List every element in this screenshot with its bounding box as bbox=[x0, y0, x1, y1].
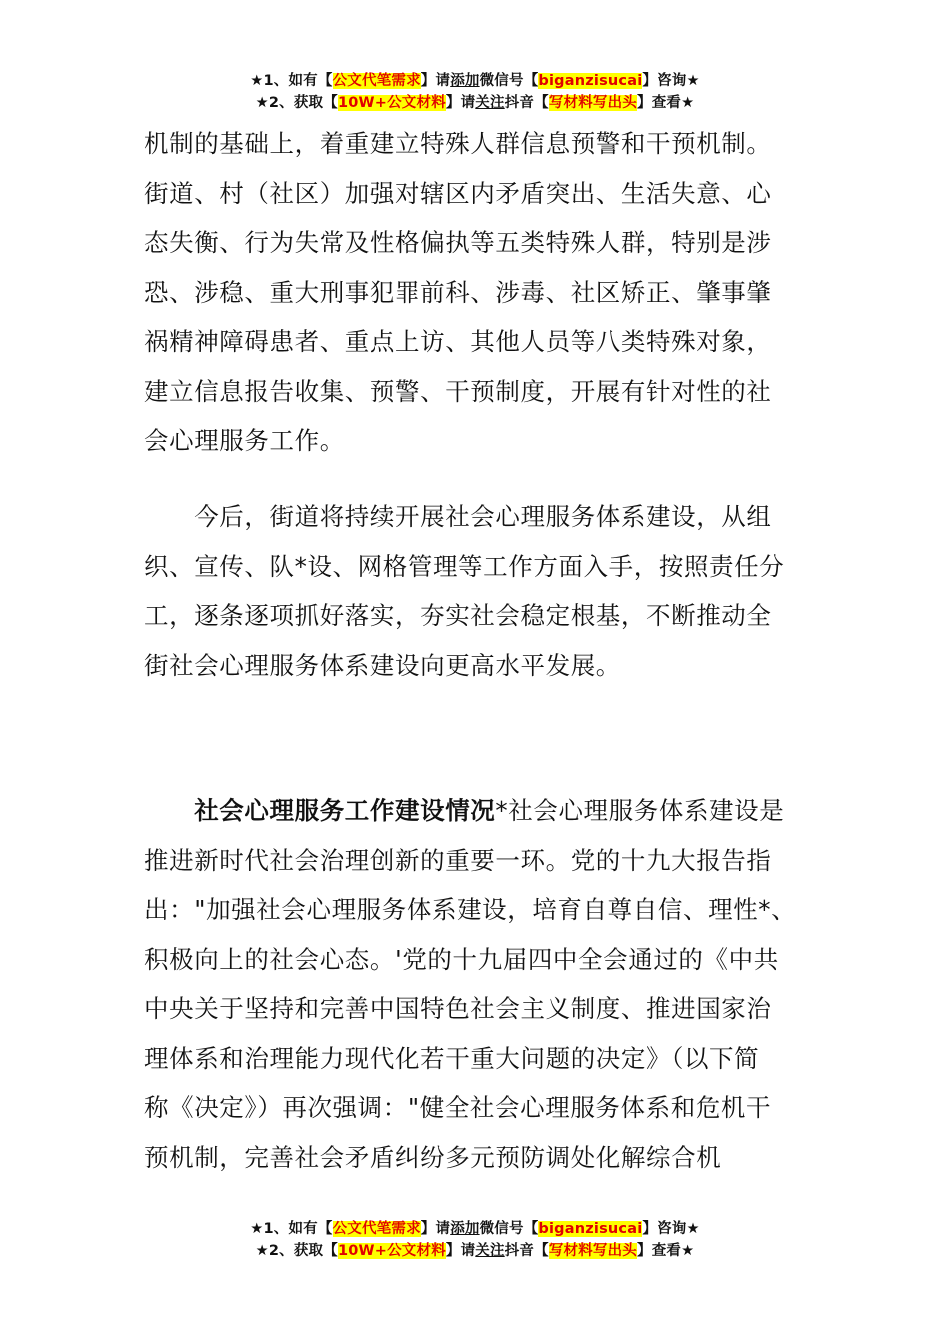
banner-wechat-id: biganzisucai bbox=[538, 73, 643, 89]
banner-line-2 bbox=[0, 1240, 950, 1262]
text-line: 恐、涉稳、重大刑事犯罪前科、涉毒、社区矫正、肇事肇 bbox=[144, 277, 772, 307]
text-line: 织、宣传、队*设、网格管理等工作方面入手，按照责任分 bbox=[144, 551, 785, 581]
text-line: 出："加强社会心理服务体系建设，培育自尊自信、理性*、 bbox=[144, 895, 797, 924]
text-line: 态失衡、行为失常及性格偏执等五类特殊人群，特别是涉 bbox=[144, 228, 772, 257]
banner-text: 】请 bbox=[420, 73, 451, 89]
banner-text: 抖音【 bbox=[504, 95, 549, 111]
banner-underline: 添加 bbox=[450, 73, 480, 89]
text-line: 称《决定》）再次强调："健全社会心理服务体系和危机干 bbox=[144, 1093, 772, 1122]
text-segment: *社会心理服务体系建设是 bbox=[495, 796, 785, 825]
header-banner bbox=[0, 70, 950, 114]
text-line: 会心理服务工作。 bbox=[144, 426, 345, 455]
text-line: 祸精神障碍患者、重点上访、其他人员等八类特殊对象， bbox=[144, 327, 772, 356]
banner-highlight: 10W+公文材料 bbox=[337, 95, 446, 111]
text-line: 街道、村（社区）加强对辖区内矛盾突出、生活失意、心 bbox=[144, 178, 772, 208]
paragraph-continuation bbox=[144, 119, 816, 466]
text-line: 今后，街道将持续开展社会心理服务体系建设，从组 bbox=[144, 502, 772, 531]
text-line: 积极向上的社会心态。'党的十九届四中全会通过的《中共 bbox=[144, 944, 779, 974]
text-line: 理体系和治理能力现代化若干重大问题的决定》（以下简 bbox=[144, 1043, 760, 1073]
banner-text: 】查看★ bbox=[637, 95, 695, 111]
paragraph-future-plan bbox=[144, 492, 816, 690]
banner-underline: 关注 bbox=[475, 1243, 505, 1259]
text-line: 机制的基础上，着重建立特殊人群信息预警和干预机制。 bbox=[144, 129, 772, 158]
banner-text: ★1、如有【 bbox=[250, 73, 333, 89]
banner-underline: 关注 bbox=[475, 95, 505, 111]
banner-text: 微信号【 bbox=[479, 73, 539, 89]
banner-douyin-id: 写材料写出头 bbox=[548, 1243, 638, 1259]
banner-text: ★2、获取【 bbox=[255, 1243, 338, 1259]
banner-text: 】请 bbox=[445, 1243, 476, 1259]
banner-text: 微信号【 bbox=[479, 1221, 539, 1237]
text-line: 中央关于坚持和完善中国特色社会主义制度、推进国家治 bbox=[144, 994, 772, 1023]
text-line: 推进新时代社会治理创新的重要一环。党的十九大报告指 bbox=[144, 845, 772, 875]
text-line: 工，逐条逐项抓好落实，夯实社会稳定根基，不断推动全 bbox=[144, 601, 772, 630]
banner-text: 抖音【 bbox=[504, 1243, 549, 1259]
banner-text: 】咨询★ bbox=[642, 73, 700, 89]
banner-line-1 bbox=[0, 1218, 950, 1240]
text-line: 预机制，完善社会矛盾纠纷多元预防调处化解综合机 bbox=[144, 1142, 722, 1172]
banner-text: ★2、获取【 bbox=[255, 95, 338, 111]
banner-highlight: 公文代笔需求 bbox=[332, 73, 421, 89]
banner-douyin-id: 写材料写出头 bbox=[548, 95, 638, 111]
paragraph-new-section bbox=[144, 786, 816, 1182]
banner-highlight: 10W+公文材料 bbox=[337, 1243, 446, 1259]
banner-text: ★1、如有【 bbox=[250, 1221, 333, 1237]
banner-line-2 bbox=[0, 92, 950, 114]
section-title: 社会心理服务工作建设情况 bbox=[144, 796, 496, 825]
banner-text: 】咨询★ bbox=[642, 1221, 700, 1237]
banner-line-1 bbox=[0, 70, 950, 92]
footer-banner bbox=[0, 1218, 950, 1262]
banner-wechat-id: biganzisucai bbox=[538, 1221, 643, 1237]
text-line: 街社会心理服务体系建设向更高水平发展。 bbox=[144, 650, 621, 680]
text-line: 建立信息报告收集、预警、干预制度，开展有针对性的社 bbox=[144, 376, 772, 406]
banner-text: 】请 bbox=[445, 95, 476, 111]
banner-text: 】请 bbox=[420, 1221, 451, 1237]
banner-highlight: 公文代笔需求 bbox=[332, 1221, 421, 1237]
text-line bbox=[144, 786, 816, 836]
banner-underline: 添加 bbox=[450, 1221, 480, 1237]
banner-text: 】查看★ bbox=[637, 1243, 695, 1259]
